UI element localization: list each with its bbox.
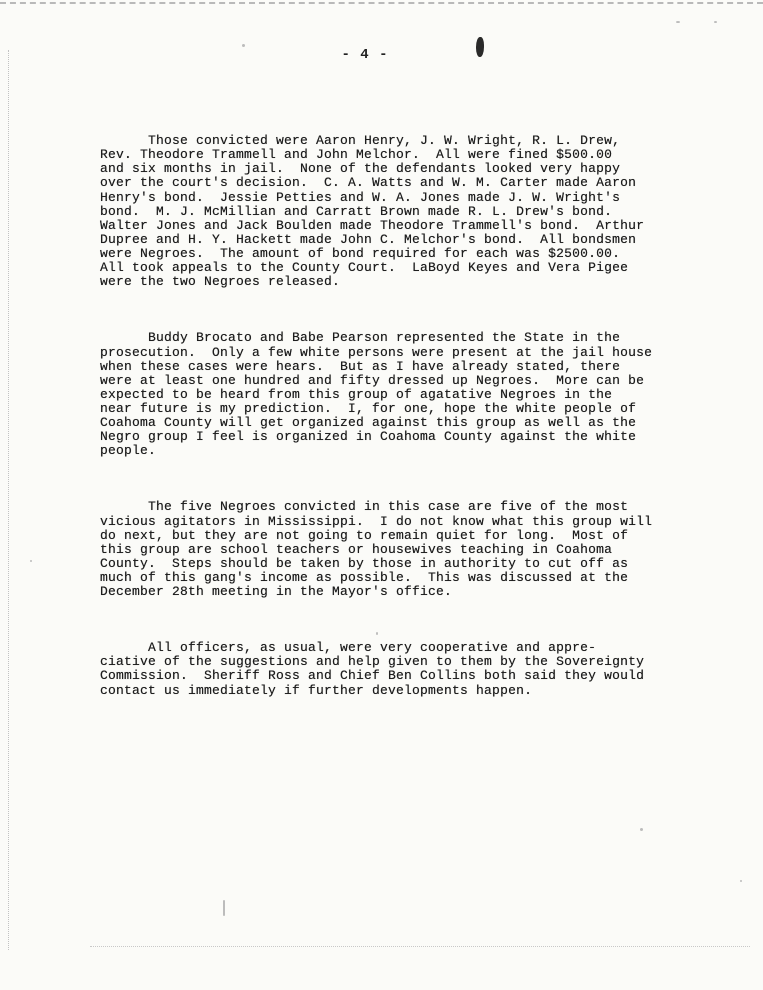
paragraph-3 (100, 500, 700, 599)
text-line: Dupree and H. Y. Hackett made John C. Melchor's bond. All bondsmen (100, 231, 637, 247)
text-line: Those convicted were Aaron Henry, J. W. Wright, R. L. Drew, (100, 133, 621, 149)
text-line: December 28th meeting in the Mayor's office. (100, 584, 453, 599)
text-line: prosecution. Only a few white persons were present at the jail house (100, 344, 653, 360)
left-margin-rule (8, 50, 9, 950)
text-line: The five Negroes convicted in this case are five of the most (100, 499, 629, 515)
text-line: All took appeals to the County Court. LaBoyd Keyes and Vera Pigee (100, 260, 629, 276)
text-line: over the court's decision. C. A. Watts and W. M. Carter made Aaron (100, 175, 637, 191)
text-line: Walter Jones and Jack Boulden made Theodore Trammell's bond. Arthur (100, 217, 645, 233)
scan-speck (740, 880, 742, 882)
text-line: contact us immediately if further developments happen. (100, 682, 533, 698)
page-number: - 4 - (341, 47, 389, 63)
text-line: and six months in jail. None of the defendants looked very happy (100, 161, 621, 177)
text-line: when these cases were hears. But as I have already stated, there (100, 358, 621, 374)
top-edge-rule (0, 2, 763, 4)
text-line: do next, but they are not going to remain quiet for long. Most of (100, 527, 629, 543)
text-line: bond. M. J. McMillian and Carratt Brown made R. L. Drew's bond. (100, 203, 613, 219)
scan-speck (30, 560, 32, 562)
text-line: people. (100, 443, 157, 459)
scan-speck (376, 632, 378, 635)
text-line: were at least one hundred and fifty dressed up Negroes. More can be (100, 372, 645, 388)
text-line: County. Steps should be taken by those in authority to cut off as (100, 555, 629, 571)
text-line: Commission. Sheriff Ross and Chief Ben Collins both said they would (100, 668, 645, 684)
bottom-scan-rule (90, 946, 750, 947)
text-line: vicious agitators in Mississippi. I do not know what this group will (100, 513, 653, 529)
paragraph-1 (100, 134, 700, 289)
text-line: Coahoma County will get organized against this group as well as the (100, 414, 637, 430)
scan-speck (223, 900, 225, 916)
paragraph-2 (100, 331, 700, 458)
scan-speck (714, 21, 717, 23)
text-line: were Negroes. The amount of bond required for each was $2500.00. (100, 245, 621, 261)
scan-speck (676, 21, 680, 23)
text-line: ciative of the suggestions and help given to them by the Sovereignty (100, 654, 645, 670)
scan-speck (640, 828, 643, 831)
text-line: much of this gang's income as possible. This was discussed at the (100, 569, 629, 585)
text-line: expected to be heard from this group of agatative Negroes in the (100, 386, 613, 402)
text-line: Rev. Theodore Trammell and John Melchor. All were fined $500.00 (100, 147, 613, 163)
text-line: All officers, as usual, were very cooperative and appre- (100, 640, 597, 656)
text-line: this group are school teachers or housewives teaching in Coahoma (100, 541, 613, 557)
paragraph-4 (100, 641, 700, 697)
document-body (100, 106, 700, 740)
scan-speck (242, 44, 245, 47)
text-line: near future is my prediction. I, for one, hope the white people of (100, 400, 637, 416)
text-line: Buddy Brocato and Babe Pearson represented the State in the (100, 330, 621, 346)
text-line: were the two Negroes released. (100, 274, 341, 290)
hole-punch-mark (476, 37, 484, 57)
text-line: Henry's bond. Jessie Petties and W. A. Jones made J. W. Wright's (100, 189, 621, 205)
text-line: Negro group I feel is organized in Coahoma County against the white (100, 429, 637, 445)
